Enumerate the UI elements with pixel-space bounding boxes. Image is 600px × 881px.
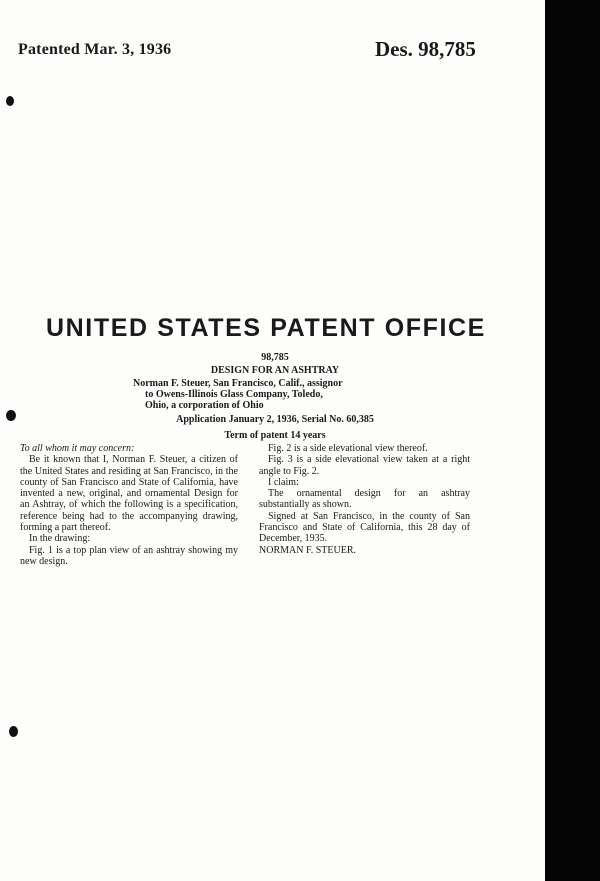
left-column: [20, 443, 238, 567]
fig3-description: Fig. 3 is a side elevational view taken at a right angle to Fig. 2.: [259, 454, 470, 477]
term-line: Term of patent 14 years: [224, 430, 326, 441]
signed-statement: Signed at San Francisco, in the county of San Francisco and State of California, this 28 day of December, 1935.: [259, 510, 470, 545]
body-paragraph: Be it known that I, Norman F. Steuer, a citizen of the United States and residing at San Francisco, in the county of San Francisco and State of California, have invented a new, original, and ornamental Design for an Ashtray, of which the following is a specification, reference being had to the accompanying drawing, forming a part thereof.: [20, 454, 238, 534]
design-number: Des. 98,785: [375, 37, 476, 61]
patent-title: DESIGN FOR AN ASHTRAY: [210, 365, 340, 376]
punch-hole-top: [6, 96, 14, 106]
claim-intro: I claim:: [268, 476, 299, 488]
punch-hole-middle: [6, 410, 16, 421]
drawing-intro: In the drawing:: [29, 533, 91, 545]
signature: NORMAN F. STEUER.: [259, 544, 356, 556]
scan-edge-bar: [545, 0, 600, 881]
application-line: Application January 2, 1936, Serial No. 60,385: [176, 414, 374, 425]
inventor-block: [133, 378, 355, 411]
salutation: To all whom it may concern:: [20, 443, 135, 454]
inventor-line: Ohio, a corporation of Ohio: [145, 400, 264, 411]
fig2-description: Fig. 2 is a side elevational view thereof.: [268, 443, 428, 454]
fig1-description: Fig. 1 is a top plan view of an ashtray showing my new design.: [20, 544, 238, 567]
office-title: UNITED STATES PATENT OFFICE: [46, 314, 486, 342]
punch-hole-bottom: [9, 726, 18, 737]
inventor-line: Norman F. Steuer, San Francisco, Calif., assignor: [133, 378, 343, 389]
right-column: [259, 443, 470, 556]
inventor-line: to Owens-Illinois Glass Company, Toledo,: [145, 389, 323, 400]
claim-text: The ornamental design for an ashtray substantially as shown.: [259, 488, 470, 511]
patent-date: Patented Mar. 3, 1936: [18, 41, 172, 58]
patent-number: 98,785: [261, 352, 289, 363]
